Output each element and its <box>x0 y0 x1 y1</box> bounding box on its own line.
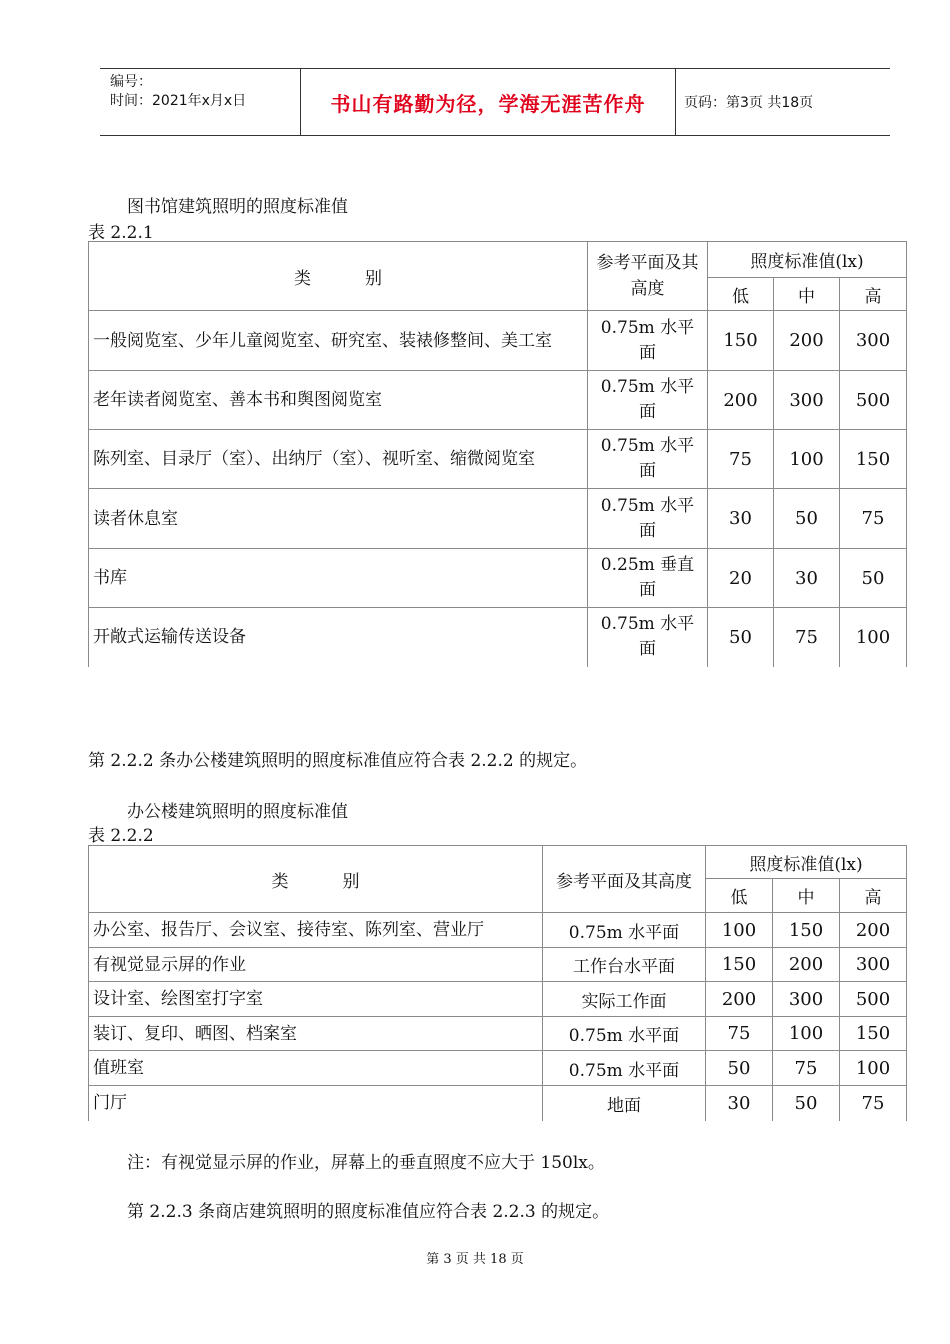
high-cell: 75 <box>840 1086 907 1121</box>
table-row <box>89 1017 907 1051</box>
low-cell: 50 <box>708 608 774 667</box>
category-cell: 门厅 <box>89 1086 543 1121</box>
ref-cell: 0.75m 水平面 <box>588 311 708 371</box>
ref-cell: 0.75m 水平面 <box>588 430 708 489</box>
high-cell: 300 <box>840 311 907 371</box>
high-cell: 100 <box>840 608 907 667</box>
high-cell: 150 <box>840 430 907 489</box>
header-category: 类 别 <box>89 242 588 311</box>
para-2-2-2: 第 2.2.2 条办公楼建筑照明的照度标准值应符合表 2.2.2 的规定。 <box>88 751 588 771</box>
table1-number: 表 2.2.1 <box>88 223 154 243</box>
category-cell: 读者休息室 <box>89 489 588 549</box>
table-row <box>89 549 907 608</box>
header-mid: 中 <box>773 879 840 913</box>
ref-cell: 0.75m 水平面 <box>543 913 706 948</box>
header-low: 低 <box>706 879 773 913</box>
table-row <box>89 1051 907 1086</box>
high-cell: 200 <box>840 913 907 948</box>
low-cell: 150 <box>706 948 773 982</box>
mid-cell: 200 <box>773 948 840 982</box>
low-cell: 150 <box>708 311 774 371</box>
table-row <box>89 982 907 1017</box>
header-low: 低 <box>708 278 774 311</box>
office-illuminance-table <box>88 845 907 1121</box>
low-cell: 20 <box>708 549 774 608</box>
category-cell: 设计室、绘图室打字室 <box>89 982 543 1017</box>
header-mid: 中 <box>774 278 840 311</box>
low-cell: 50 <box>706 1051 773 1086</box>
table-row <box>89 311 907 371</box>
ref-cell: 0.75m 水平面 <box>588 608 708 667</box>
ref-cell: 地面 <box>543 1086 706 1121</box>
header-standard: 照度标准值(lx) <box>708 242 907 278</box>
high-cell: 100 <box>840 1051 907 1086</box>
low-cell: 30 <box>706 1086 773 1121</box>
mid-cell: 150 <box>773 913 840 948</box>
library-illuminance-table <box>88 241 907 667</box>
ref-cell: 0.75m 水平面 <box>588 489 708 549</box>
mid-cell: 75 <box>774 608 840 667</box>
ref-cell: 0.75m 水平面 <box>543 1051 706 1086</box>
category-cell: 值班室 <box>89 1051 543 1086</box>
mid-cell: 300 <box>774 371 840 430</box>
low-cell: 75 <box>706 1017 773 1051</box>
note-text: 注：有视觉显示屏的作业，屏幕上的垂直照度不应大于 150lx。 <box>127 1153 605 1173</box>
mid-cell: 75 <box>773 1051 840 1086</box>
category-cell: 陈列室、目录厅（室）、出纳厅（室）、视听室、缩微阅览室 <box>89 430 588 489</box>
category-cell: 有视觉显示屏的作业 <box>89 948 543 982</box>
header-ref-plane: 参考平面及其高度 <box>543 846 706 913</box>
table2-title: 办公楼建筑照明的照度标准值 <box>127 802 348 822</box>
header-motto-cell <box>301 69 676 135</box>
category-cell: 一般阅览室、少年儿童阅览室、研究室、装裱修整间、美工室 <box>89 311 588 371</box>
mid-cell: 100 <box>774 430 840 489</box>
motto: 书山有路勤为径，学海无涯苦作舟 <box>330 91 646 116</box>
category-cell: 书库 <box>89 549 588 608</box>
high-cell: 150 <box>840 1017 907 1051</box>
high-cell: 500 <box>840 982 907 1017</box>
header-standard: 照度标准值(lx) <box>706 846 907 879</box>
code-label: 编号： <box>110 74 152 90</box>
high-cell: 50 <box>840 549 907 608</box>
high-cell: 75 <box>840 489 907 549</box>
table-row <box>89 371 907 430</box>
ref-cell: 0.75m 水平面 <box>588 371 708 430</box>
table-row <box>89 430 907 489</box>
mid-cell: 50 <box>773 1086 840 1121</box>
low-cell: 30 <box>708 489 774 549</box>
table-row <box>89 948 907 982</box>
low-cell: 100 <box>706 913 773 948</box>
mid-cell: 200 <box>774 311 840 371</box>
ref-cell: 工作台水平面 <box>543 948 706 982</box>
header-page-cell <box>676 69 890 135</box>
category-cell: 开敞式运输传送设备 <box>89 608 588 667</box>
mid-cell: 300 <box>773 982 840 1017</box>
ref-cell: 0.25m 垂直面 <box>588 549 708 608</box>
header-category: 类 别 <box>89 846 543 913</box>
para-2-2-3: 第 2.2.3 条商店建筑照明的照度标准值应符合表 2.2.3 的规定。 <box>127 1202 610 1222</box>
high-cell: 500 <box>840 371 907 430</box>
mid-cell: 50 <box>774 489 840 549</box>
mid-cell: 30 <box>774 549 840 608</box>
category-cell: 办公室、报告厅、会议室、接待室、陈列室、营业厅 <box>89 913 543 948</box>
low-cell: 200 <box>708 371 774 430</box>
low-cell: 75 <box>708 430 774 489</box>
table-row <box>89 1086 907 1121</box>
mid-cell: 100 <box>773 1017 840 1051</box>
category-cell: 装订、复印、晒图、档案室 <box>89 1017 543 1051</box>
table-row <box>89 608 907 667</box>
time-label: 时间：2021年x月x日 <box>110 93 247 109</box>
high-cell: 300 <box>840 948 907 982</box>
ref-cell: 实际工作面 <box>543 982 706 1017</box>
header-meta-cell <box>100 69 301 135</box>
low-cell: 200 <box>706 982 773 1017</box>
page-header <box>100 68 890 136</box>
category-cell: 老年读者阅览室、善本书和舆图阅览室 <box>89 371 588 430</box>
header-high: 高 <box>840 879 907 913</box>
table2-number: 表 2.2.2 <box>88 826 154 846</box>
table-row <box>89 489 907 549</box>
header-high: 高 <box>840 278 907 311</box>
ref-cell: 0.75m 水平面 <box>543 1017 706 1051</box>
table-row <box>89 913 907 948</box>
header-ref-plane: 参考平面及其高度 <box>588 242 708 311</box>
table1-title: 图书馆建筑照明的照度标准值 <box>127 197 348 217</box>
page-footer: 第 3 页 共 18 页 <box>426 1252 524 1267</box>
page-label: 页码：第3页 共18页 <box>684 95 814 111</box>
